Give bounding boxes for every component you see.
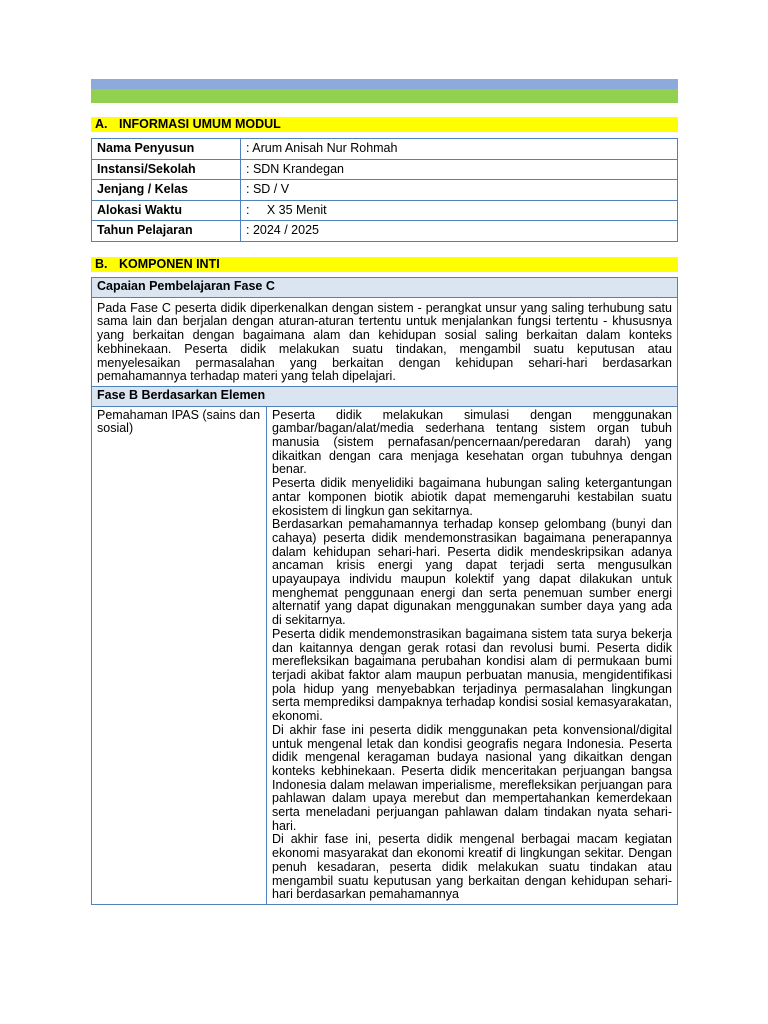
- info-value: : SD / V: [241, 180, 678, 201]
- table-row: [92, 221, 678, 242]
- table-row: [92, 406, 678, 904]
- komponen-table: [91, 277, 678, 905]
- element-paragraph: Peserta didik melakukan simulasi dengan menggunakan gambar/bagan/alat/media sederhana tentang sistem organ tubuh manusia (sistem pernafasan/pencernaan/peredaran darah) yang dikaitkan dengan cara menjaga kesehatan organ tubuhnya dengan benar.: [272, 407, 672, 477]
- info-value: : 2024 / 2025: [241, 221, 678, 242]
- table-row: [92, 159, 678, 180]
- element-description: [267, 406, 678, 904]
- info-value: : X 35 Menit: [241, 200, 678, 221]
- table-row: [92, 200, 678, 221]
- section-a-heading: [91, 117, 678, 132]
- element-paragraph: Di akhir fase ini, peserta didik mengenal berbagai macam kegiatan ekonomi masyarakat dan ekonomi kreatif di lingkungan sekitar. Dengan penuh kesadaran, peserta didik melakukan suatu tindakan atau mengambil suatu keputusan yang berkaitan dengan kehidupan sehari-hari berdasarkan pemahamannya: [272, 832, 672, 902]
- info-value: : SDN Krandegan: [241, 159, 678, 180]
- table-row: [92, 278, 678, 298]
- capaian-header: Capaian Pembelajaran Fase C: [92, 278, 678, 298]
- table-row: [92, 297, 678, 386]
- info-label: Nama Penyusun: [92, 139, 241, 160]
- element-paragraph: Di akhir fase ini peserta didik menggunakan peta konvensional/digital untuk mengenal letak dan kondisi geografis negara Indonesia. Peserta didik mengenal keragaman budaya nasional yang dikaitkan dengan konteks kebhinekaan. Peserta didik menceritakan perjuangan bangsa Indonesia dalam melawan imperialisme, merefleksikan perjuangan para pahlawan dalam upaya merebut dan mempertahankan kemerdekaan serta meneladani perjuangan pahlawan dalam tindakan nyata sehari-hari.: [272, 722, 672, 833]
- info-label: Tahun Pelajaran: [92, 221, 241, 242]
- info-label: Alokasi Waktu: [92, 200, 241, 221]
- element-paragraph: Peserta didik menyelidiki bagaimana hubungan saling ketergantungan antar komponen biotik abiotik dapat memengaruhi kestabilan suatu ekosistem di lingkun gan sekitarnya.: [272, 476, 672, 518]
- section-b-letter: B.: [95, 257, 108, 271]
- section-b-title: KOMPONEN INTI: [119, 257, 220, 271]
- fase-header: Fase B Berdasarkan Elemen: [92, 386, 678, 406]
- element-paragraph: Peserta didik mendemonstrasikan bagaimana sistem tata surya bekerja dan kaitannya dengan gerak rotasi dan revolusi bumi. Peserta didik merefleksikan bagaimana perubahan kondisi alam di permukaan bumi terjadi akibat faktor alam maupun perbuatan manusia, mengidentifikasi pola hidup yang menyebabkan terjadinya permasalahan lingkungan serta memprediksi dampaknya terhadap kondisi sosial kemasyarakatan, ekonomi.: [272, 626, 672, 724]
- section-a-letter: A.: [95, 117, 108, 131]
- table-row: [92, 180, 678, 201]
- info-label: Jenjang / Kelas: [92, 180, 241, 201]
- capaian-text: Pada Fase C peserta didik diperkenalkan dengan sistem - perangkat unsur yang saling terhubung satu sama lain dan berjalan dengan aturan-aturan tertentu untuk menjalankan fungsi tertentu - khususnya yang berkaitan dengan bagaimana alam dan kehidupan sosial saling berkaitan dalam konteks kebhinekaan. Peserta didik melakukan suatu tindakan, mengambil suatu keputusan atau menyelesaikan permasalahan yang berkaitan dengan kehidupan sehari-hari berdasarkan pemahamannya terhadap materi yang telah dipelajari.: [92, 297, 678, 386]
- top-band-blue: [91, 79, 678, 89]
- info-value: : Arum Anisah Nur Rohmah: [241, 139, 678, 160]
- element-name: Pemahaman IPAS (sains dan sosial): [92, 406, 267, 904]
- table-row: [92, 139, 678, 160]
- table-row: [92, 386, 678, 406]
- section-a-title: INFORMASI UMUM MODUL: [119, 117, 281, 131]
- element-paragraph: Berdasarkan pemahamannya terhadap konsep gelombang (bunyi dan cahaya) peserta didik mendemonstrasikan bagaimana penerapannya dalam kehidupan sehari-hari. Peserta didik mendeskripsikan adanya ancaman krisis energi yang dapat terjadi serta mengusulkan upayaupaya individu maupun kolektif yang dapat dilakukan untuk menghemat penggunaan energi dan serta penemuan sumber energi alternatif yang dapat digunakan menggunakan sumber daya yang ada di sekitarnya.: [272, 517, 672, 628]
- info-label: Instansi/Sekolah: [92, 159, 241, 180]
- section-b-heading: [91, 257, 678, 272]
- top-band-green: [91, 89, 678, 103]
- info-table: [91, 138, 678, 242]
